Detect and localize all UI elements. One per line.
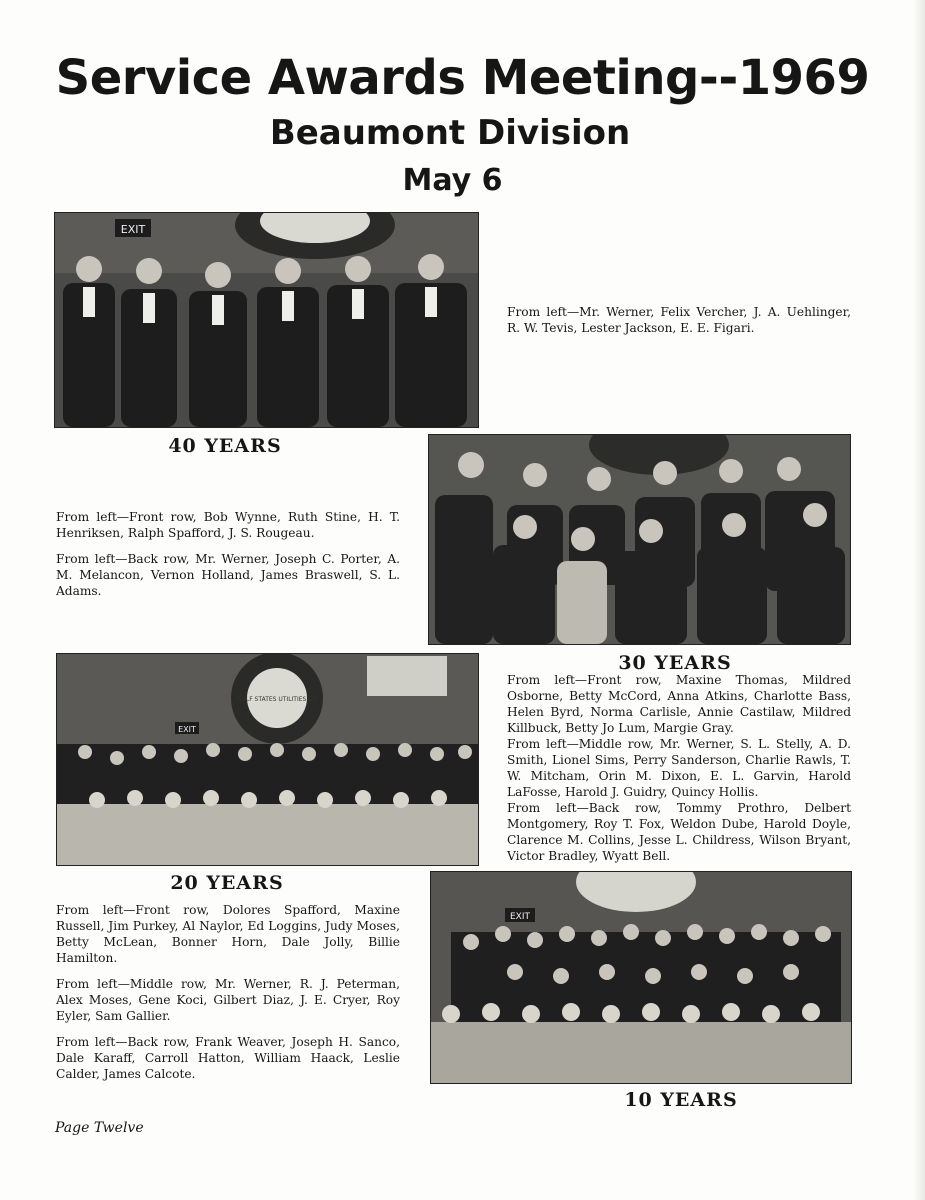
emblem-text: GULF STATES UTILITIES CO	[236, 696, 318, 703]
caption-paragraph: From left—Back row, Frank Weaver, Joseph H. Sanco, Dale Karaff, Carroll Hatton, William Haack, Leslie Calder, James Calcote.	[56, 1035, 400, 1081]
photo-20-years	[430, 871, 852, 1084]
caption-paragraph: From left—Front row, Bob Wynne, Ruth Stine, H. T. Henriksen, Ralph Spafford, J. S. Rougeau.	[56, 510, 400, 540]
page-title: Service Awards Meeting--1969	[55, 50, 870, 106]
exit-sign: EXIT	[509, 912, 531, 922]
caption-paragraph: From left—Front row, Dolores Spafford, Maxine Russell, Jim Purkey, Al Naylor, Ed Loggins, Judy Moses, Betty McLean, Bonner Horn, Dale Jolly, Billie Hamilton.	[56, 903, 400, 965]
label-40-years: 40 YEARS	[168, 435, 282, 457]
page-edge	[913, 0, 925, 1200]
photo-40-years	[54, 212, 479, 428]
exit-sign: EXIT	[178, 725, 196, 734]
page-number: Page Twelve	[55, 1120, 144, 1136]
label-10-years: 10 YEARS	[624, 1089, 738, 1111]
label-30-years: 30 YEARS	[618, 652, 732, 674]
caption-40-years	[507, 304, 851, 336]
caption-paragraph: From left—Back row, Tommy Prothro, Delbert Montgomery, Roy T. Fox, Weldon Dube, Harold Doyle, Clarence M. Collins, Jesse L. Childress, Wilson Bryant, Victor Bradley, Wyatt Bell.	[507, 801, 851, 863]
label-20-years: 20 YEARS	[170, 872, 284, 894]
caption-paragraph: From left—Middle row, Mr. Werner, S. L. Stelly, A. D. Smith, Lionel Sims, Perry Sanderson, Charlie Rawls, T. W. Mitcham, Orin M. Dixon, E. L. Garvin, Harold LaFosse, Harold J. Guidry, Quincy Hollis.	[507, 737, 851, 799]
photo-30-years	[56, 653, 479, 866]
caption-paragraph: From left—Back row, Mr. Werner, Joseph C. Porter, A. M. Melancon, Vernon Holland, James Braswell, S. L. Adams.	[56, 552, 400, 598]
page-subtitle: Beaumont Division	[269, 113, 631, 153]
photo-group-2	[428, 434, 851, 645]
caption-paragraph: From left—Front row, Maxine Thomas, Mildred Osborne, Betty McCord, Anna Atkins, Charlotte Bass, Helen Byrd, Norma Carlisle, Annie Castilaw, Mildred Killbuck, Betty Jo Lum, Margie Gray.	[507, 673, 851, 735]
caption-20-years	[56, 902, 400, 1092]
caption-30-years	[507, 672, 851, 864]
caption-paragraph: From left—Mr. Werner, Felix Vercher, J. A. Uehlinger, R. W. Tevis, Lester Jackson, E. E. Figari.	[507, 305, 851, 335]
caption-paragraph: From left—Middle row, Mr. Werner, R. J. Peterman, Alex Moses, Gene Koci, Gilbert Diaz, J. E. Cryer, Roy Eyler, Sam Gallier.	[56, 977, 400, 1023]
page-date: May 6	[402, 163, 503, 198]
exit-sign: EXIT	[120, 223, 146, 236]
caption-group-2	[56, 509, 400, 609]
